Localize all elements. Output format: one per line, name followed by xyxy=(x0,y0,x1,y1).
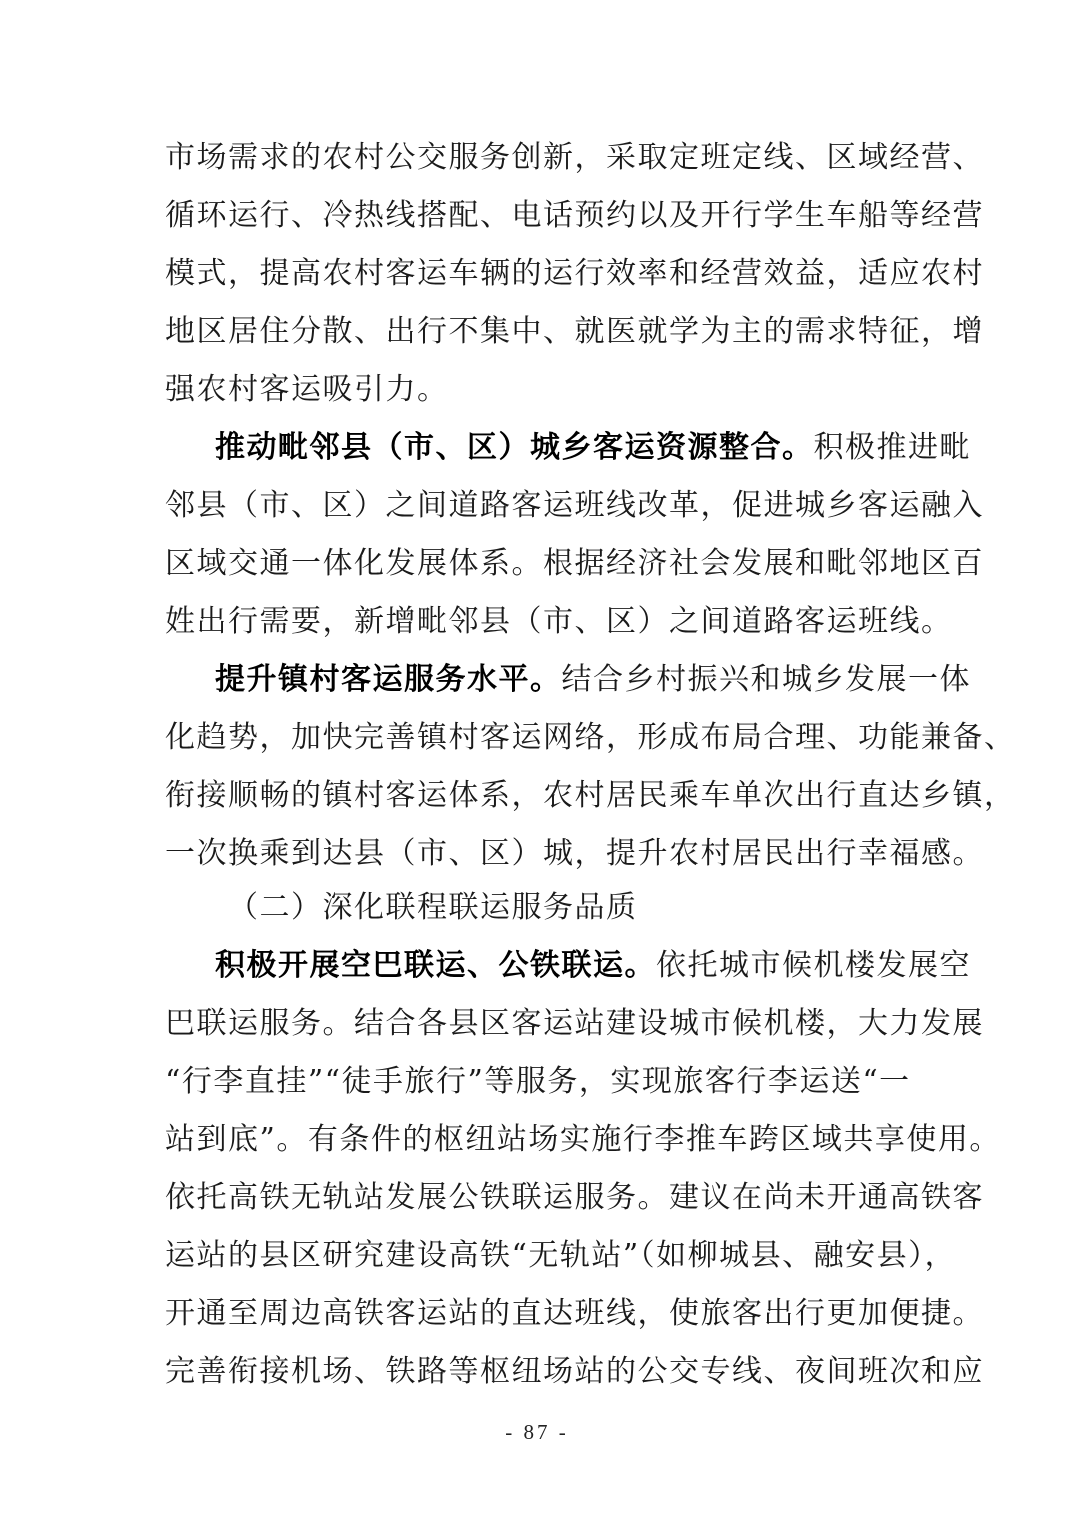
paragraph-text: 依托城市候机楼发展空 xyxy=(656,948,971,983)
text-line: 运站的县区研究建设高铁“无轨站”（如柳城县、融安县）， xyxy=(165,1238,957,1273)
paragraph-heading: 推动毗邻县（市、区）城乡客运资源整合。 xyxy=(215,430,814,465)
text-line: 开通至周边高铁客运站的直达班线，使旅客出行更加便捷。 xyxy=(165,1296,984,1331)
text-line: 邻县（市、区）之间道路客运班线改革，促进城乡客运融入 xyxy=(165,488,984,523)
paragraph-first-line xyxy=(215,946,971,986)
text-line: 姓出行需要，新增毗邻县（市、区）之间道路客运班线。 xyxy=(165,604,953,639)
text-line: 衔接顺畅的镇村客运体系，农村居民乘车单次出行直达乡镇， xyxy=(165,778,1016,813)
text-line: 完善衔接机场、铁路等枢纽场站的公交专线、夜间班次和应 xyxy=(165,1354,984,1389)
paragraph-text: 积极推进毗 xyxy=(813,430,971,465)
text-line: 模式，提高农村客运车辆的运行效率和经营效益，适应农村 xyxy=(165,256,984,291)
paragraph-first-line xyxy=(215,660,971,700)
section-title: （二）深化联程联运服务品质 xyxy=(228,890,638,925)
text-line: 地区居住分散、出行不集中、就医就学为主的需求特征，增 xyxy=(165,314,984,349)
text-line: 站到底”。有条件的枢纽站场实施行李推车跨区域共享使用。 xyxy=(165,1122,1001,1157)
text-line: 一次换乘到达县（市、区）城，提升农村居民出行幸福感。 xyxy=(165,836,984,871)
text-line: 巴联运服务。结合各县区客运站建设城市候机楼，大力发展 xyxy=(165,1006,984,1041)
paragraph-heading: 提升镇村客运服务水平。 xyxy=(215,662,562,697)
text-line: 化趋势，加快完善镇村客运网络，形成布局合理、功能兼备、 xyxy=(165,720,1016,755)
text-line: 区域交通一体化发展体系。根据经济社会发展和毗邻地区百 xyxy=(165,546,984,581)
paragraph-first-line xyxy=(215,428,971,468)
text-line: “行李直挂”“徒手旅行”等服务，实现旅客行李运送“一 xyxy=(165,1064,911,1099)
text-line: 强农村客运吸引力。 xyxy=(165,372,449,407)
page-number: - 87 - xyxy=(505,1420,569,1444)
text-line: 市场需求的农村公交服务创新，采取定班定线、区域经营、 xyxy=(165,140,984,175)
text-line: 依托高铁无轨站发展公铁联运服务。建议在尚未开通高铁客 xyxy=(165,1180,984,1215)
text-line: 循环运行、冷热线搭配、电话预约以及开行学生车船等经营 xyxy=(165,198,984,233)
paragraph-text: 结合乡村振兴和城乡发展一体 xyxy=(561,662,971,697)
paragraph-heading: 积极开展空巴联运、公铁联运。 xyxy=(215,948,656,983)
